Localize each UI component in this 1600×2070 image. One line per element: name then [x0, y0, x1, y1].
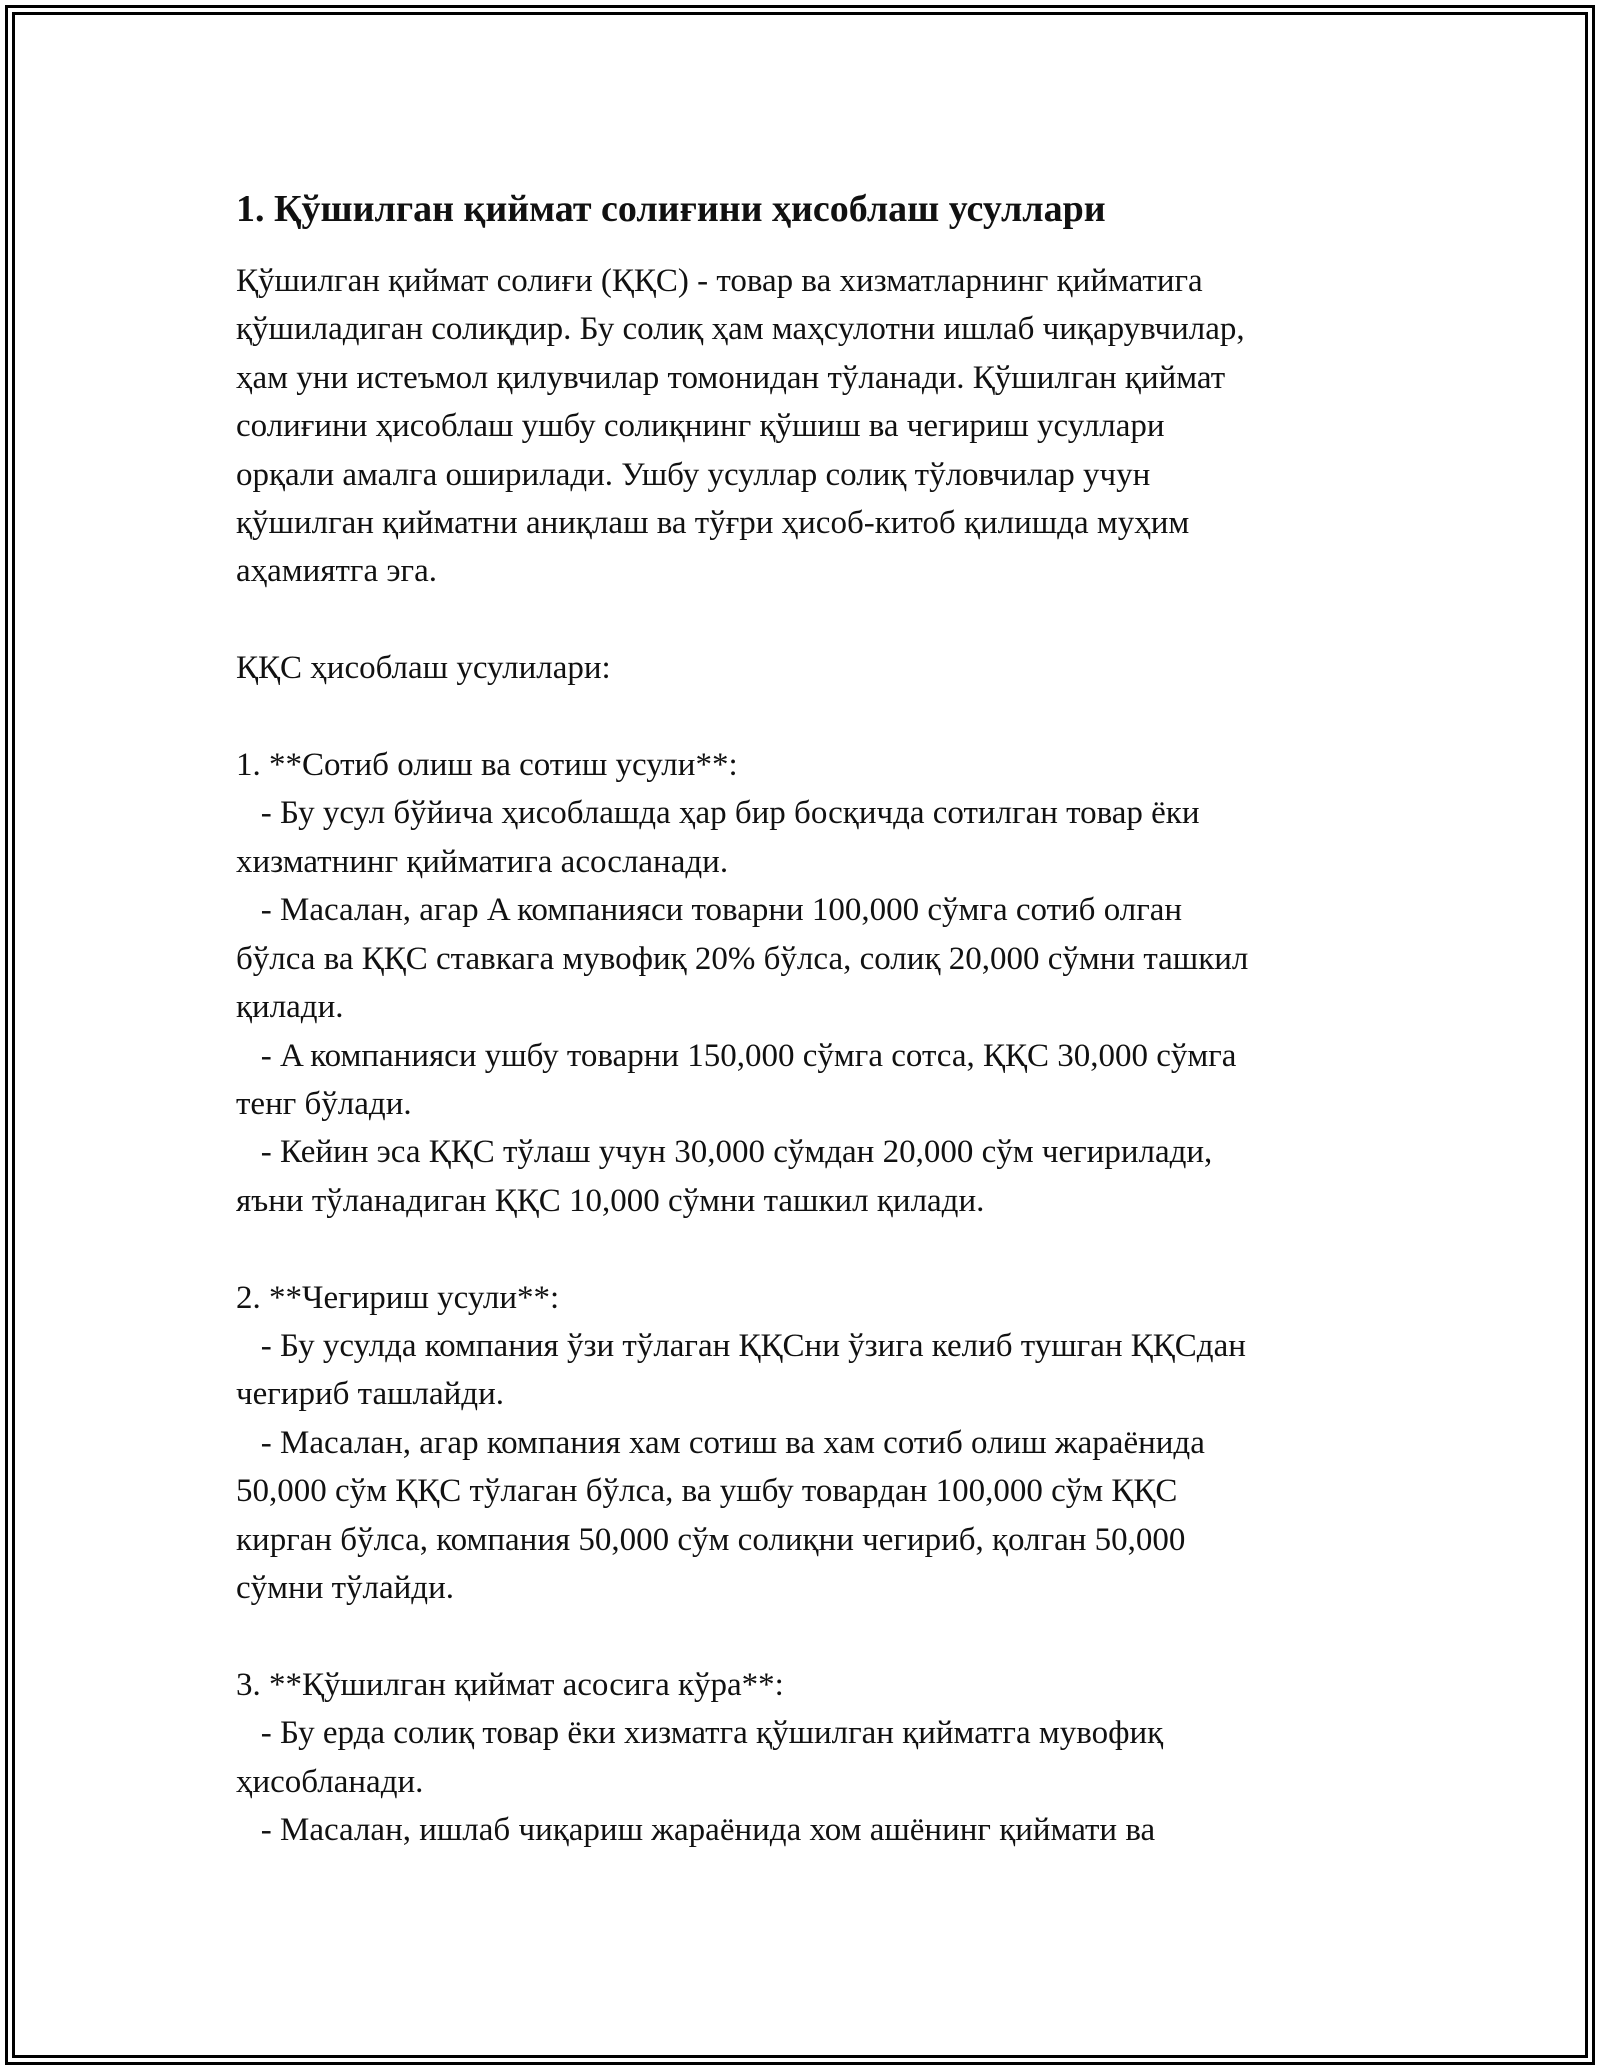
- document-content: [236, 185, 1406, 1854]
- document-title: 1. Қўшилган қиймат солиғини ҳисоблаш усуллари: [236, 188, 1106, 230]
- document-body: Қўшилган қиймат солиғи (ҚҚС) - товар ва хизматларнинг қийматига қўшиладиган солиқдир. Бу солиқ ҳам маҳсулотни ишлаб чиқарувчилар, ҳам уни истеъмол қилувчилар томонидан тўланади. Қўшилган қиймат солиғини ҳисоблаш ушбу солиқнинг қўшиш ва чегириш усуллари орқали амалга оширилади. Ушбу усуллар солиқ тўловчилар учун қўшилган қийматни аниқлаш ва тўғри ҳисоб-китоб қилишда муҳим аҳамиятга эга. ҚҚС ҳисоблаш усулилари: 1. **Сотиб олиш ва сотиш усули**: - Бу усул бўйича ҳисоблашда ҳар бир босқичда сотилган товар ёки хизматнинг қийматига асосланади. - Масалан, агар A компанияси товарни 100,000 сўмга сотиб олган бўлса ва ҚҚС ставкага мувофиқ 20% бўлса, солиқ 20,000 сўмни ташкил қилади. - A компанияси ушбу товарни 150,000 сўмга сотса, ҚҚС 30,000 сўмга тенг бўлади. - Кейин эса ҚҚС тўлаш учун 30,000 сўмдан 20,000 сўм чегирилади, яъни тўланадиган ҚҚС 10,000 сўмни ташкил қилади. 2. **Чегириш усули**: - Бу усулда компания ўзи тўлаган ҚҚСни ўзига келиб тушган ҚҚСдан чегириб ташлайди. - Масалан, агар компания хам сотиш ва хам сотиб олиш жараёнида 50,000 сўм ҚҚС тўлаган бўлса, ва ушбу товардан 100,000 сўм ҚҚС кирган бўлса, компания 50,000 сўм солиқни чегириб, қолган 50,000 сўмни тўлайди. 3. **Қўшилган қиймат асосига кўра**: - Бу ерда солиқ товар ёки хизматга қўшилган қийматга мувофиқ ҳисобланади. - Масалан, ишлаб чиқариш жараёнида хом ашёнинг қиймати ва: [236, 263, 1249, 1848]
